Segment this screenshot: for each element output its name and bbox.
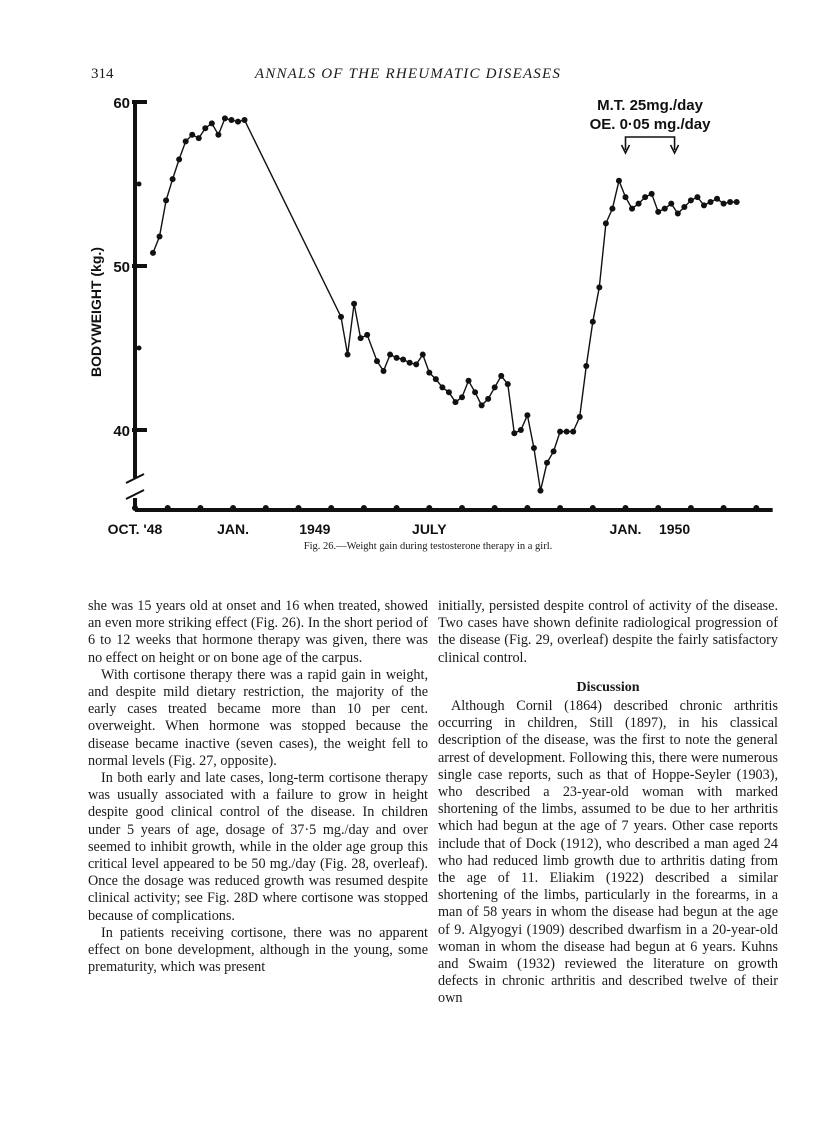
dosage-annotation [590,97,712,153]
y-axis-break-mark [126,490,144,499]
figure-caption [0,541,816,552]
x-tick [296,505,302,511]
data-point [636,201,642,207]
figure-caption-label: Fig. 26. [303,541,337,552]
data-point [655,209,661,215]
data-point [623,194,629,200]
data-point [577,414,583,420]
data-point [150,250,156,256]
series-layer [150,115,740,493]
data-point [662,206,668,212]
x-tick-label: JAN. [217,521,250,537]
data-point [351,301,357,307]
data-point [642,194,648,200]
data-point [714,196,720,202]
data-point [459,394,465,400]
data-point [531,445,537,451]
data-point [407,360,413,366]
data-point [694,194,700,200]
data-point [596,284,602,290]
data-point [183,138,189,144]
data-point [196,135,202,141]
x-axis [108,505,773,537]
data-point [394,355,400,361]
data-point [446,389,452,395]
x-tick-label: JULY [412,521,447,537]
data-point [537,488,543,494]
page-number: 314 [91,66,114,82]
data-point [472,389,478,395]
right-column [438,598,778,1008]
right-paragraph-1: initially, persisted despite control of activity of the disease. Two cases have shown definite radiological progression of the disease (Fig. 29, overleaf) despite the fairly satisfactory clinical control. [438,598,778,666]
x-tick [230,505,236,511]
x-tick [655,505,661,511]
bodyweight-chart [0,0,816,540]
y-axis-label: BODYWEIGHT (kg.) [88,247,104,377]
x-tick [753,505,759,511]
left-paragraph-3: In both early and late cases, long-term cortisone therapy was usually associated with a failure to grow in height despite good clinical control of the disease. In children under 5 years of age, dosage of 37·5 mg./day and over seemed to inhibit growth, while in the older age group this critical level appeared to be 50 mg./day (Fig. 28, overleaf). Once the dosage was reduced growth was resumed despite clinical activity; see Fig. 28D where cortisone was stopped because of complications. [88,770,428,924]
data-point [518,427,524,433]
x-tick-label: OCT. '48 [107,521,163,537]
data-point [701,202,707,208]
journal-running-head: ANNALS OF THE RHEUMATIC DISEASES [254,66,562,82]
data-point [570,429,576,435]
x-tick [459,505,465,511]
data-point [163,197,169,203]
data-point [479,402,485,408]
x-tick [263,505,269,511]
data-point [374,358,380,364]
x-tick [524,505,530,511]
data-point [452,399,458,405]
data-point [557,429,563,435]
data-point [209,120,215,126]
data-point [590,319,596,325]
series-line [153,118,737,490]
data-point [551,448,557,454]
x-tick [197,505,203,511]
data-point [492,384,498,390]
y-minor-tick [137,182,142,187]
data-point [439,384,445,390]
y-axis [113,95,147,510]
data-point [688,197,694,203]
y-tick-label: 50 [113,259,130,276]
data-point [649,191,655,197]
left-paragraph-4: In patients receiving cortisone, there was no apparent effect on bone development, although in the young, some prematurity, which was present [88,924,428,976]
x-tick [557,505,563,511]
annotation-bracket [626,137,675,150]
data-point [345,352,351,358]
data-point [544,460,550,466]
x-tick [394,505,400,511]
data-point [524,412,530,418]
data-point [603,220,609,226]
data-point [675,211,681,217]
x-tick [590,505,596,511]
right-paragraph-2: Although Cornil (1864) described chronic arthritis occurring in children, Still (1897), in his classical description of the disease, was the first to note the general arrest of development. Following this, there were numerous single case reports, such as that of Hoppe-Seyler (1903), who described a 23-year-old woman with marked shortening of the limbs, assumed to be due to her arthritis which had begun at the age of 7 years. Other case reports include that of Dock (1912), who described a man aged 24 who had reduced limb growth due to arthritis dating from the age of 11. Eliakim (1922) described a similar shortening of the limbs, particularly in the forearms, in a man of 58 years in whom the disease had begun at the age of 9. Algyogyi (1909) described dwarfism in a 20-year-old woman in whom the disease had begun at 6 years. Kuhns and Swaim (1932) reviewed the literature on growth defects in chronic arthritis and described twelve of their own [438,698,778,1007]
data-point [616,178,622,184]
left-paragraph-1: she was 15 years old at onset and 16 when treated, showed an even more striking effect (Fig. 26). In the short period of 6 to 12 weeks that hormone therapy was given, there was no effect on height or on bone age of the carpus. [88,598,428,666]
data-point [727,199,733,205]
data-point [413,361,419,367]
data-point [708,199,714,205]
annotation-line-1: M.T. 25mg./day [597,97,703,114]
x-tick [492,505,498,511]
left-column [88,598,428,976]
x-tick [132,505,138,511]
data-point [498,373,504,379]
data-point [668,201,674,207]
figure-caption-text: —Weight gain during testosterone therapy in a girl. [336,541,553,552]
data-point [629,206,635,212]
data-point [420,352,426,358]
data-point [364,332,370,338]
data-point [157,233,163,239]
y-minor-tick [137,346,142,351]
data-point [215,132,221,138]
data-point [358,335,364,341]
data-point [734,199,740,205]
data-point [202,125,208,131]
data-point [222,115,228,121]
x-tick-label: JAN. [609,521,642,537]
data-point [609,206,615,212]
left-paragraph-2: With cortisone therapy there was a rapid gain in weight, and despite mild dietary restriction, the majority of the early cases treated became more than 10 per cent. overweight. When hormone was stopped because the disease became inactive (seven cases), the weight fell to normal levels (Fig. 27, opposite). [88,666,428,769]
data-point [387,352,393,358]
data-point [433,376,439,382]
x-tick [426,505,432,511]
data-point [681,204,687,210]
x-tick [721,505,727,511]
x-tick [361,505,367,511]
data-point [511,430,517,436]
y-tick-label: 40 [113,423,130,440]
x-tick [688,505,694,511]
data-point [235,119,241,125]
x-tick [165,505,171,511]
x-tick [623,505,629,511]
data-point [426,370,432,376]
x-tick-label: 1950 [658,521,691,537]
data-point [485,396,491,402]
data-point [170,176,176,182]
discussion-heading: Discussion [576,679,640,695]
annotation-line-2: OE. 0·05 mg./day [589,116,711,133]
data-point [228,117,234,123]
data-point [381,368,387,374]
data-point [189,132,195,138]
data-point [564,429,570,435]
data-point [583,363,589,369]
data-point [466,378,472,384]
data-point [721,201,727,207]
x-tick [328,505,334,511]
data-point [338,314,344,320]
x-tick-label: 1949 [299,521,331,537]
data-point [505,381,511,387]
data-point [242,117,248,123]
data-point [176,156,182,162]
data-point [400,356,406,362]
y-tick-label: 60 [113,95,130,112]
